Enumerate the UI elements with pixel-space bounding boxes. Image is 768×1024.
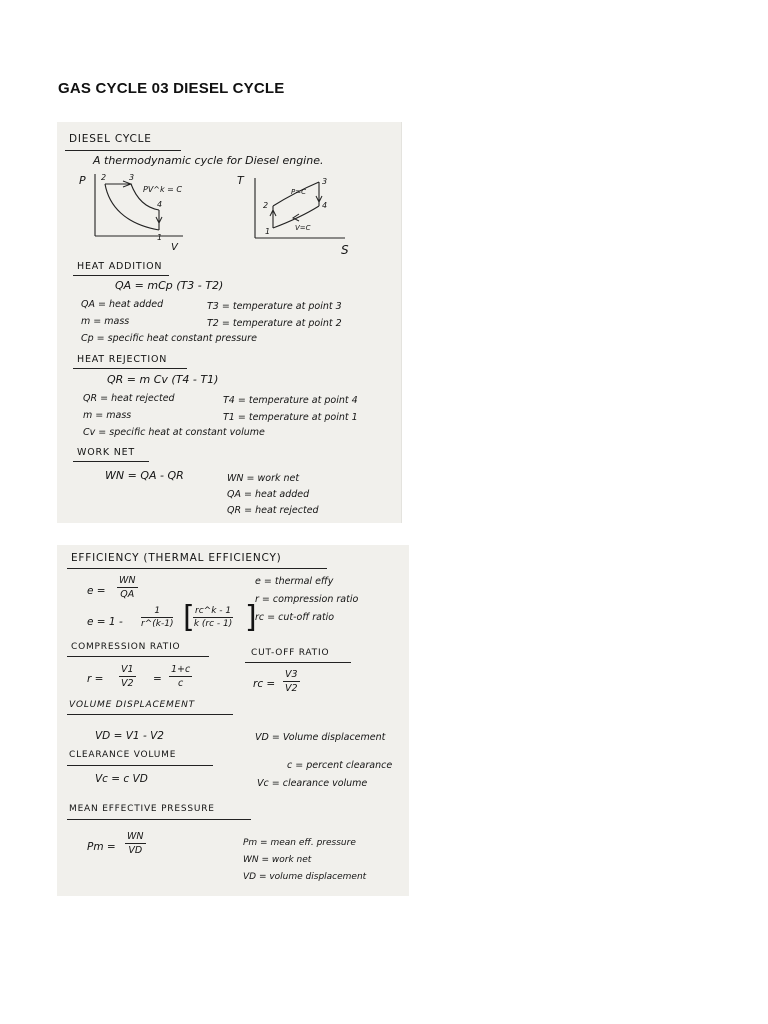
vc-definition: Vc = clearance volume (257, 778, 368, 789)
vd-formula: VD = V1 - V2 (95, 730, 164, 742)
e-denominator: QA (120, 588, 135, 600)
left-bracket: [ (183, 600, 195, 635)
e2-numerator: 1 (141, 607, 173, 618)
header-underline (67, 714, 233, 715)
e2-denominator: r^(k-1) (141, 619, 174, 629)
header-underline (73, 275, 169, 276)
heat-rejection-formula: QR = m Cv (T4 - T1) (107, 373, 219, 386)
ts-p-label: P=C (291, 188, 306, 196)
clearance-volume-header: CLEARANCE VOLUME (69, 750, 177, 760)
vc-formula: Vc = c VD (95, 773, 148, 785)
r-label: r = (87, 673, 104, 685)
e2-bracket-denominator: k (rc - 1) (193, 619, 233, 629)
header-underline (245, 662, 351, 663)
qr-definition: QR = heat rejected (83, 393, 175, 404)
e-fraction (117, 576, 138, 599)
scan-page-2 (57, 545, 409, 896)
cv-definition: Cv = specific heat at constant volume (83, 427, 265, 438)
t2-definition: T2 = temperature at point 2 (207, 318, 342, 329)
pm-label: Pm = (87, 841, 116, 853)
r-definition: r = compression ratio (255, 594, 359, 605)
c-definition: c = percent clearance (287, 760, 393, 771)
header-underline (73, 461, 149, 462)
t3-definition: T3 = temperature at point 3 (207, 301, 342, 312)
t1-definition: T1 = temperature at point 1 (223, 412, 358, 423)
work-net-formula: WN = QA - QR (105, 469, 184, 482)
wn-definition: WN = work net (227, 473, 300, 484)
r-numerator-1: V1 (121, 664, 134, 675)
r-fraction-2 (169, 665, 192, 688)
rc-label: rc = (253, 678, 276, 690)
ts-point-4: 4 (322, 201, 328, 210)
e-label: e = (87, 585, 106, 597)
pv-point-2: 2 (101, 173, 107, 182)
r-denominator-2: c (178, 677, 184, 689)
heat-addition-header: HEAT ADDITION (77, 261, 163, 272)
r-fraction-1 (119, 665, 136, 688)
header-underline (67, 656, 209, 657)
qa-definition: QA = heat added (227, 489, 310, 500)
m-definition: m = mass (83, 410, 132, 421)
t4-definition: T4 = temperature at point 4 (223, 395, 358, 406)
rc-numerator: V3 (285, 669, 298, 680)
qr-definition: QR = heat rejected (227, 505, 319, 516)
ts-v-label: V=C (295, 224, 311, 232)
wn-definition: WN = work net (243, 855, 312, 865)
e-definition: e = thermal effy (255, 576, 334, 587)
ts-t-axis: T (237, 174, 244, 187)
mean-effective-pressure-header: MEAN EFFECTIVE PRESSURE (69, 804, 215, 814)
qa-definition: QA = heat added (81, 299, 164, 310)
pm-denominator: VD (128, 844, 143, 856)
pm-numerator: WN (127, 831, 144, 842)
ts-s-axis: S (341, 243, 349, 257)
header-underline (67, 765, 213, 766)
r-equals: = (153, 673, 162, 685)
r-denominator-1: V2 (121, 677, 134, 689)
pv-point-4: 4 (157, 200, 163, 209)
e2-fraction (141, 607, 173, 629)
header-underline (67, 568, 327, 569)
cp-definition: Cp = specific heat constant pressure (81, 333, 257, 344)
volume-displacement-header: VOLUME DISPLACEMENT (69, 700, 195, 710)
e2-prefix: e = 1 - (87, 616, 123, 628)
cutoff-ratio-header: CUT-OFF RATIO (251, 648, 330, 658)
ts-point-3: 3 (322, 177, 328, 186)
efficiency-header: EFFICIENCY (THERMAL EFFICIENCY) (71, 552, 282, 564)
header-underline (65, 150, 181, 151)
r-numerator-2: 1+c (171, 664, 191, 675)
diesel-cycle-header: DIESEL CYCLE (69, 133, 152, 145)
scan-page-1 (57, 122, 402, 523)
rc-definition: rc = cut-off ratio (255, 612, 335, 623)
vd-definition: VD = volume displacement (243, 872, 367, 882)
ts-point-2: 2 (263, 201, 269, 210)
intro-text: A thermodynamic cycle for Diesel engine. (93, 154, 324, 167)
header-underline (73, 368, 187, 369)
work-net-header: WORK NET (77, 447, 136, 458)
m-definition: m = mass (81, 316, 130, 327)
header-underline (67, 819, 251, 820)
pv-p-axis: P (79, 174, 86, 187)
pv-point-3: 3 (129, 173, 135, 182)
e-numerator: WN (119, 575, 136, 586)
e2-bracket-numerator: rc^k - 1 (195, 606, 232, 616)
document-title: GAS CYCLE 03 DIESEL CYCLE (58, 80, 285, 97)
ts-point-1: 1 (265, 227, 271, 236)
pv-curve-label: PV^k = C (143, 185, 183, 194)
pv-point-1: 1 (157, 233, 163, 242)
ts-diagram (233, 172, 383, 264)
e2-bracket-fraction (193, 607, 233, 629)
pm-definition: Pm = mean eff. pressure (243, 838, 356, 848)
pv-v-axis: V (171, 242, 178, 253)
pv-diagram (71, 170, 211, 258)
rc-denominator: V2 (285, 682, 298, 694)
heat-addition-formula: QA = mCp (T3 - T2) (115, 279, 224, 292)
rc-fraction (283, 670, 300, 693)
right-bracket: ] (245, 600, 257, 635)
vd-definition: VD = Volume displacement (255, 732, 386, 743)
compression-ratio-header: COMPRESSION RATIO (71, 642, 181, 652)
heat-rejection-header: HEAT REJECTION (77, 354, 168, 365)
pm-fraction (125, 832, 146, 855)
